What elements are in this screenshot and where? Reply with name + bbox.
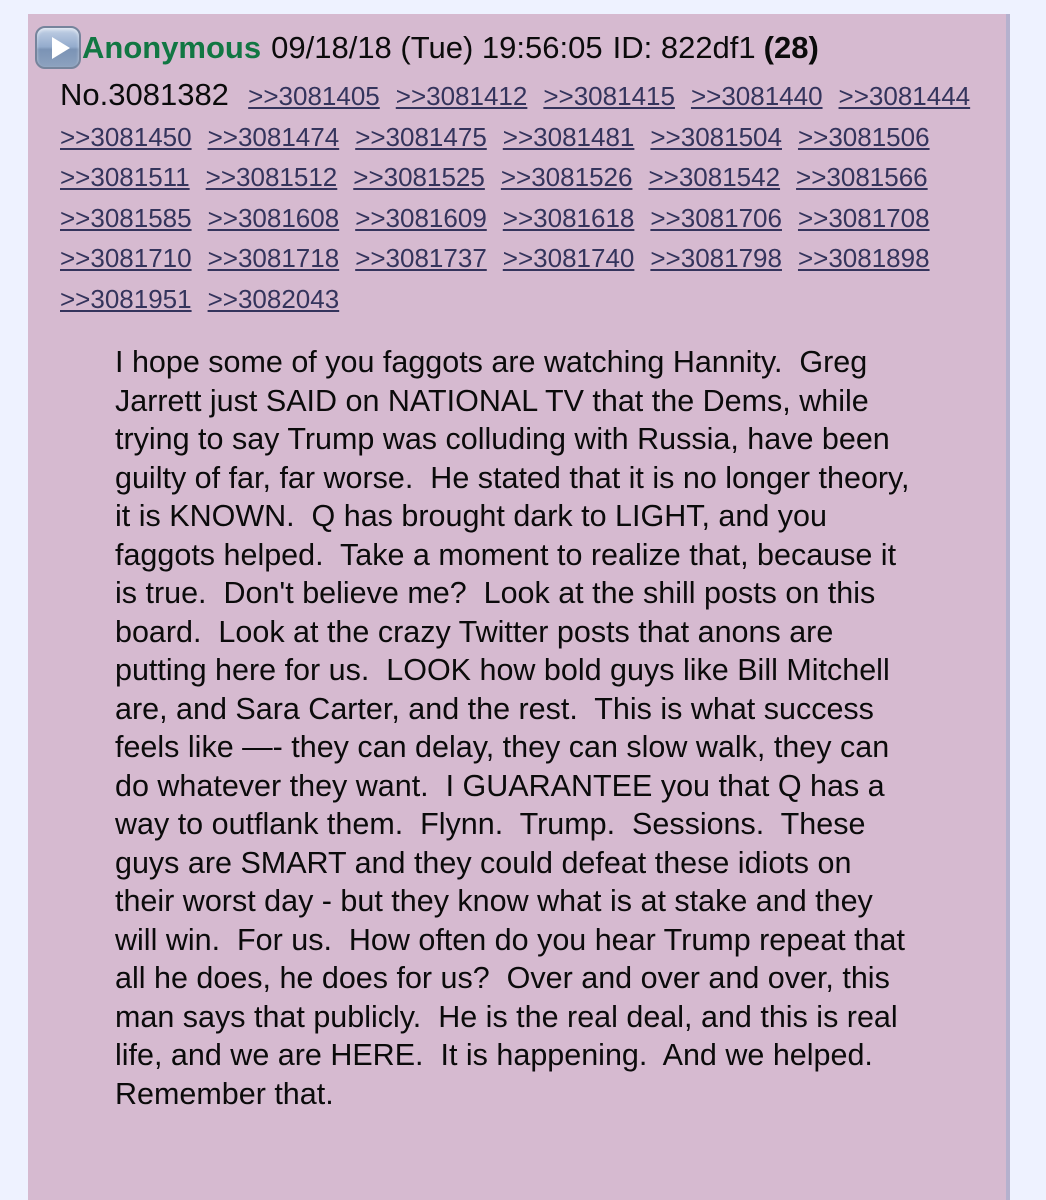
poster-name: Anonymous	[82, 30, 262, 65]
reply-link[interactable]: >>3081798	[650, 243, 782, 273]
post-number[interactable]: No.3081382	[60, 77, 229, 112]
reply-link[interactable]: >>3082043	[207, 283, 340, 314]
post-container	[28, 14, 1010, 1200]
reply-count-badge: (28)	[763, 30, 819, 65]
reply-link[interactable]: >>3081475	[355, 121, 487, 152]
play-triangle-icon	[52, 37, 70, 59]
reply-link[interactable]: >>3081608	[207, 202, 340, 233]
play-icon[interactable]	[35, 26, 81, 69]
reply-link[interactable]: >>3081542	[648, 162, 781, 192]
reply-link[interactable]: >>3081898	[797, 243, 930, 273]
reply-link[interactable]: >>3081708	[797, 202, 930, 233]
reply-link[interactable]: >>3081740	[502, 243, 635, 273]
reply-link[interactable]: >>3081609	[355, 202, 487, 233]
reply-link[interactable]: >>3081951	[60, 283, 192, 314]
reply-link[interactable]: >>3081415	[543, 81, 675, 111]
reply-link[interactable]: >>3081706	[650, 202, 782, 233]
poster-id: ID: 822df1	[612, 30, 756, 65]
reply-link[interactable]: >>3081474	[207, 121, 340, 152]
post-header	[35, 26, 1006, 69]
reply-link[interactable]: >>3081618	[502, 202, 635, 233]
reply-link[interactable]: >>3081511	[60, 162, 190, 192]
reply-links-block	[60, 75, 1006, 319]
reply-link[interactable]: >>3081718	[207, 243, 340, 273]
reply-link[interactable]: >>3081737	[355, 243, 487, 273]
reply-link[interactable]: >>3081526	[500, 162, 633, 192]
post-body: I hope some of you faggots are watching Hannity. Greg Jarrett just SAID on NATIONAL TV that the Dems, while trying to say Trump was colluding with Russia, have been guilty of far, far worse. He stated that it is no longer theory, it is KNOWN. Q has brought dark to LIGHT, and you faggots helped. Take a moment to realize that, because it is true. Don't believe me? Look at the shill posts on this board. Look at the crazy Twitter posts that anons are putting here for us. LOOK how bold guys like Bill Mitchell are, and Sara Carter, and the rest. This is what success feels like —- they can delay, they can slow walk, they can do whatever they want. I GUARANTEE you that Q has a way to outflank them. Flynn. Trump. Sessions. These guys are SMART and they could defeat these idiots on their worst day - but they know what is at stake and they will win. For us. How often do you hear Trump repeat that all he does, he does for us? Over and over and over, this man says that publicly. He is the real deal, and this is real life, and we are HERE. It is happening. And we helped. Remember that.	[115, 345, 919, 1111]
reply-link[interactable]: >>3081444	[838, 81, 971, 111]
reply-link[interactable]: >>3081450	[60, 121, 192, 152]
reply-link[interactable]: >>3081481	[502, 121, 635, 152]
reply-link[interactable]: >>3081440	[690, 81, 823, 111]
reply-link[interactable]: >>3081710	[60, 243, 192, 273]
reply-link[interactable]: >>3081585	[60, 202, 192, 233]
reply-link[interactable]: >>3081506	[797, 121, 930, 152]
reply-link[interactable]: >>3081412	[395, 81, 528, 111]
reply-link[interactable]: >>3081566	[796, 162, 928, 192]
reply-link[interactable]: >>3081512	[205, 162, 338, 192]
reply-link[interactable]: >>3081504	[650, 121, 782, 152]
reply-link[interactable]: >>3081525	[353, 162, 485, 192]
reply-link[interactable]: >>3081405	[248, 81, 380, 111]
post-datetime: 09/18/18 (Tue) 19:56:05	[271, 30, 603, 65]
